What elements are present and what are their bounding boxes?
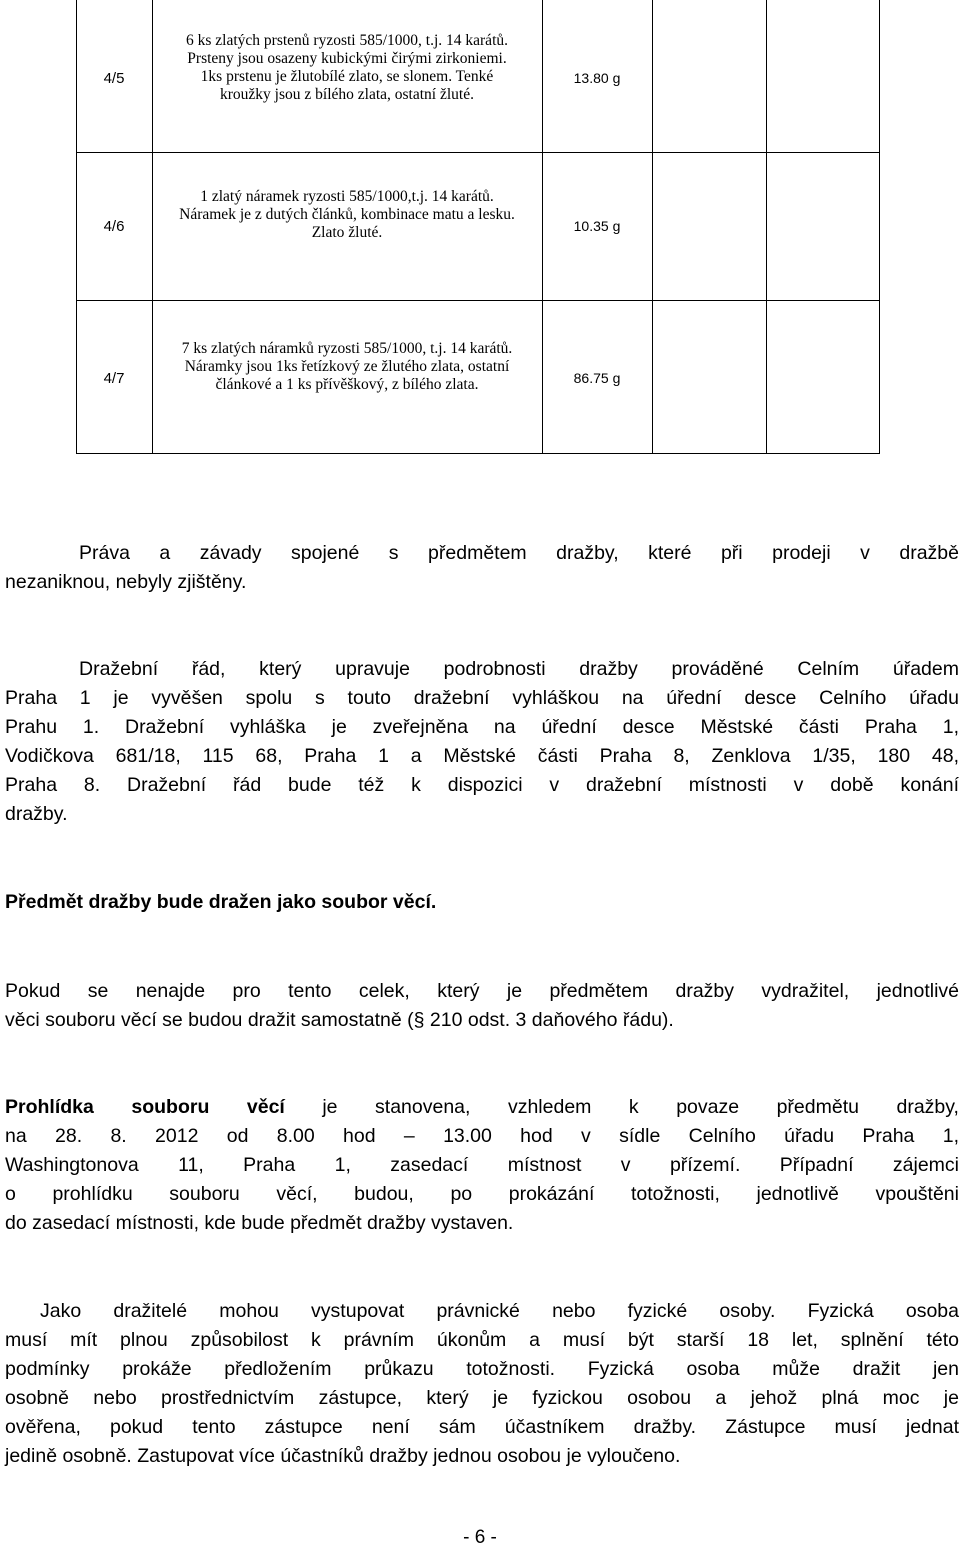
text-line: podmínky prokáže předložením průkazu totožnosti. Fyzická osoba může dražit jen — [5, 1358, 959, 1380]
text-line: Prahu 1. Dražební vyhláška je zveřejněna na úřední desce Městské části Praha 1, — [5, 716, 959, 738]
text-line: Práva a závady spojené s předmětem dražby, které při prodeji v dražbě — [79, 542, 959, 564]
item-description-line: Prsteny jsou osazeny kubickými čirými zirkoniemi. — [187, 50, 507, 67]
item-description — [152, 32, 542, 104]
text-fragment: je stanovena, vzhledem k povaze předmětu dražby, — [284, 1096, 959, 1118]
text-line: Dražební řád, který upravuje podrobnosti dražby prováděné Celním úřadem — [79, 658, 959, 680]
item-description-line: 1ks prstenu je žlutobílé zlato, se slonem. Tenké — [200, 68, 494, 85]
text-line: osobně nebo prostřednictvím zástupce, který je fyzickou osobou a jehož plná moc je — [5, 1387, 959, 1409]
text-line: nezaniknou, nebyly zjištěny. — [5, 571, 247, 593]
text-line: Washingtonova 11, Praha 1, zasedací místnost v přízemí. Případní zájemci — [5, 1154, 959, 1176]
item-description-line: kroužky jsou z bílého zlata, ostatní žluté. — [220, 86, 474, 103]
separate-sale-paragraph — [5, 977, 959, 1035]
text-line: o prohlídku souboru věcí, budou, po prokázání totožnosti, jednotlivě vpouštěni — [5, 1183, 959, 1205]
text-line: Praha 1 je vyvěšen spolu s touto dražební vyhláškou na úřední desce Celního úřadu — [5, 687, 959, 709]
item-description-line: článkové a 1 ks přívěškový, z bílého zlata. — [215, 376, 479, 393]
table-row-divider — [76, 300, 880, 301]
text-line: Vodičkova 681/18, 115 68, Praha 1 a Městské části Praha 8, Zenklova 1/35, 180 48, — [5, 745, 959, 767]
table-border-bottom — [76, 453, 880, 454]
text-line: Praha 8. Dražební řád bude též k dispozici v dražební místnosti v době konání — [5, 774, 959, 796]
item-description-line: Zlato žluté. — [311, 224, 383, 241]
item-description-line: 7 ks zlatých náramků ryzosti 585/1000, t.j. 14 karátů. — [181, 340, 513, 357]
text-line: ověřena, pokud tento zástupce není sám účastníkem dražby. Zástupce musí jednat — [5, 1416, 959, 1438]
item-description — [152, 340, 542, 394]
text-line: jedině osobně. Zastupovat více účastníků dražby jednou osobou je vyloučeno. — [5, 1445, 681, 1467]
inspection-heading: Prohlídka souboru věcí — [5, 1096, 285, 1118]
inspection-paragraph — [5, 1093, 959, 1238]
text-line — [5, 1093, 959, 1122]
items-table — [0, 0, 960, 455]
table-border-right — [879, 0, 880, 453]
item-description-line: 1 zlatý náramek ryzosti 585/1000,t.j. 14 karátů. — [200, 188, 494, 205]
text-line: musí mít plnou způsobilost k právním úkonům a musí být starší 18 let, splnění této — [5, 1329, 959, 1351]
item-description-line: Náramek je z dutých článků, kombinace matu a lesku. — [179, 206, 515, 223]
bidders-paragraph — [5, 1297, 959, 1471]
auction-subject-statement — [5, 888, 959, 917]
item-description-line: 6 ks zlatých prstenů ryzosti 585/1000, t.j. 14 karátů. — [186, 32, 508, 49]
table-row-divider — [76, 152, 880, 153]
item-weight: 13.80 g — [573, 70, 621, 86]
page-number: - 6 - — [463, 1527, 497, 1548]
item-description-line: Náramky jsou 1ks řetízkový ze žlutého zlata, ostatní — [184, 358, 510, 375]
text-line: na 28. 8. 2012 od 8.00 hod – 13.00 hod v sídle Celního úřadu Praha 1, — [5, 1125, 959, 1147]
item-id: 4/7 — [103, 370, 125, 387]
item-id: 4/5 — [103, 70, 125, 87]
text-line: věci souboru věcí se budou dražit samostatně (§ 210 odst. 3 daňového řádu). — [5, 1009, 674, 1031]
item-id: 4/6 — [103, 218, 125, 235]
text-line: Jako dražitelé mohou vystupovat právnické nebo fyzické osoby. Fyzická osoba — [40, 1300, 959, 1322]
text-line: do zasedací místnosti, kde bude předmět dražby vystaven. — [5, 1212, 514, 1234]
table-column-divider — [766, 0, 767, 453]
item-weight: 86.75 g — [573, 370, 621, 386]
item-description — [152, 188, 542, 242]
text-line: Pokud se nenajde pro tento celek, který je předmětem dražby vydražitel, jednotlivé — [5, 980, 959, 1002]
table-column-divider — [652, 0, 653, 453]
text-line: dražby. — [5, 803, 68, 825]
auction-rules-paragraph — [5, 655, 959, 829]
text-line: Předmět dražby bude dražen jako soubor věcí. — [5, 891, 437, 913]
rights-defects-paragraph — [5, 539, 959, 597]
item-weight: 10.35 g — [573, 218, 621, 234]
